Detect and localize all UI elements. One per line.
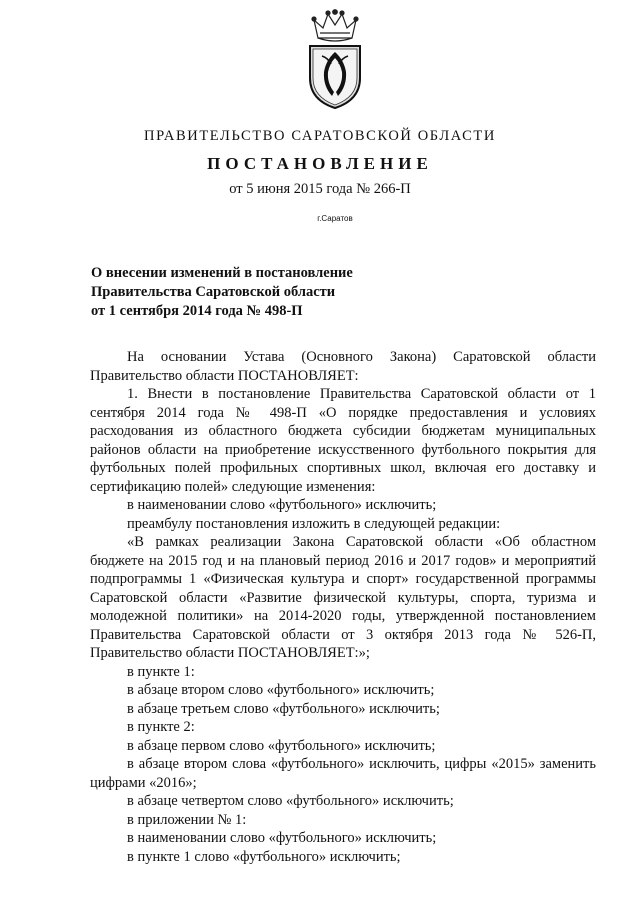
coat-of-arms-icon — [290, 8, 380, 112]
amendment-line: в абзаце первом слово «футбольного» исключить; — [127, 737, 436, 754]
subject-line: Правительства Саратовской области — [91, 284, 336, 300]
item-1-paragraph: 1. Внести в постановление Правительства Саратовской области от 1 сентября 2014 года № 498-П «О порядке предоставления и условиях расходования из областного бюджета субсидии бюджетам муниципальных районов области на приобретение искусственного футбольного покрытия для футбольных полей профильных спортивных школ, включая его доставку и сертификацию полей» следующие изменения: — [90, 386, 596, 495]
document-body — [90, 348, 596, 866]
amendment-line: в абзаце втором слово «футбольного» исключить; — [127, 682, 435, 698]
amendment-line: в наименовании слово «футбольного» исключить; — [127, 497, 437, 513]
amendment-line: в абзаце четвертом слово «футбольного» исключить; — [127, 793, 454, 809]
city-label: г.Саратов — [317, 214, 353, 223]
amendment-line: в абзаце третьем слово «футбольного» исключить; — [127, 700, 440, 717]
subject-line: О внесении изменений в постановление — [91, 265, 353, 281]
amendment-line: в наименовании слово «футбольного» исключить; — [127, 830, 437, 846]
document-subject — [91, 264, 353, 321]
preamble-paragraph: На основании Устава (Основного Закона) Саратовской области Правительство области ПОСТАНОВЛЯЕТ: — [90, 349, 596, 384]
amendment-line: преамбулу постановления изложить в следующей редакции: — [127, 515, 501, 532]
document-date-number: от 5 июня 2015 года № 266-П — [229, 181, 411, 197]
quoted-preamble-paragraph: «В рамках реализации Закона Саратовской области «Об областном бюджете на 2015 год и на плановый период 2016 и 2017 годов» и мероприятий подпрограммы 1 «Физическая культура и спорт» государственной программы Саратовской области «Развитие физической культуры, спорта, туризма и молодежной политики» на 2014-2020 годы, утвержденной постановлением Правительства Саратовской области от 3 октября 2013 года № 526-П, Правительство области ПОСТАНОВЛЯЕТ:»; — [90, 534, 596, 661]
subject-line: от 1 сентября 2014 года № 498-П — [91, 303, 303, 319]
amendment-line: в приложении № 1: — [127, 811, 247, 828]
amendment-line: в пункте 1 слово «футбольного» исключить; — [127, 848, 401, 865]
amendment-line: в пункте 1: — [127, 663, 195, 680]
amendment-paragraph: в абзаце втором слова «футбольного» исключить, цифры «2015» заменить цифрами «2016»; — [90, 756, 596, 791]
amendment-line: в пункте 2: — [127, 719, 195, 735]
document-type-title: ПОСТАНОВЛЕНИЕ — [207, 154, 433, 173]
government-name: ПРАВИТЕЛЬСТВО САРАТОВСКОЙ ОБЛАСТИ — [144, 128, 496, 144]
